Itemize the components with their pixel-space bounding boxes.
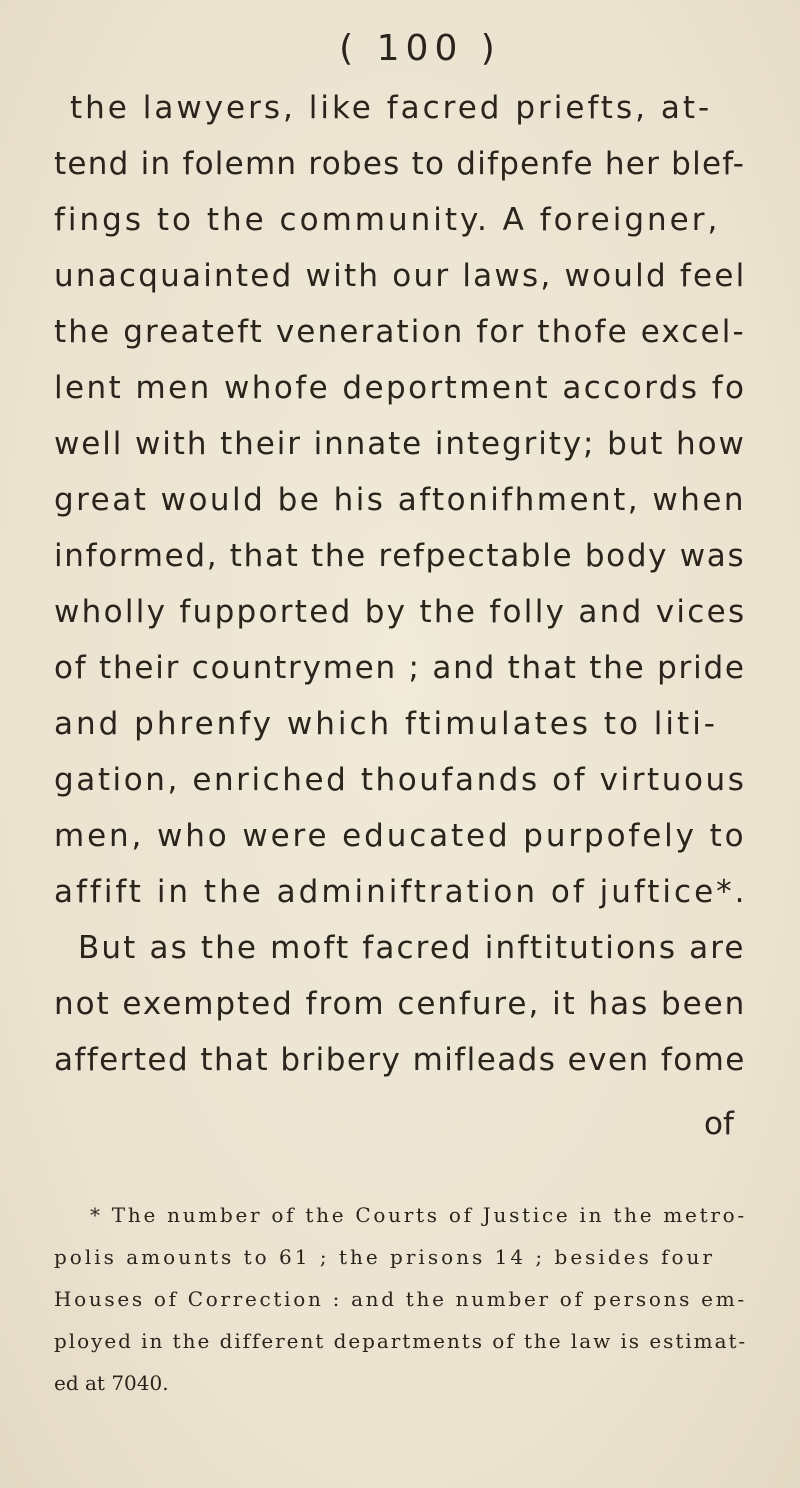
footnote-line: * The number of the Courts of Justice in the metro-	[90, 1203, 747, 1227]
text-line: of their countrymen ; and that the pride	[54, 650, 746, 686]
text-line: and phrenfy which ftimulates to liti-	[54, 706, 718, 742]
text-line: fings to the community. A foreigner,	[54, 202, 721, 238]
text-line: the greateft veneration for thofe excel-	[54, 314, 746, 350]
text-line: informed, that the refpectable body was	[54, 538, 746, 574]
text-line: the lawyers, like facred priefts, at-	[70, 90, 713, 126]
catchword: of	[704, 1106, 734, 1142]
footnote-line: ed at 7040.	[54, 1371, 169, 1395]
text-line: affift in the adminiftration of juftice*.	[54, 874, 748, 910]
text-line: great would be his aftonifhment, when	[54, 482, 746, 518]
text-line: But as the moft facred inftitutions are	[78, 930, 746, 966]
text-line: not exempted from cenfure, it has been	[54, 986, 747, 1022]
text-line: lent men whofe deportment accords fo	[54, 370, 747, 406]
footnote-line: polis amounts to 61 ; the prisons 14 ; besides four	[54, 1245, 715, 1269]
text-line: unacquainted with our laws, would feel	[54, 258, 747, 294]
page-number: ( 100 )	[339, 28, 501, 69]
text-line: afferted that bribery mifleads even fome	[54, 1042, 746, 1078]
text-line: wholly fupported by the folly and vices	[54, 594, 747, 630]
text-line: gation, enriched thoufands of virtuous	[54, 762, 747, 798]
footnote-line: ployed in the different departments of the law is estimat-	[54, 1329, 748, 1353]
text-line: well with their innate integrity; but how	[54, 426, 746, 462]
text-line: men, who were educated purpofely to	[54, 818, 747, 854]
text-line: tend in folemn robes to difpenfe her blef-	[54, 146, 746, 182]
footnote-line: Houses of Correction : and the number of persons em-	[54, 1287, 747, 1311]
